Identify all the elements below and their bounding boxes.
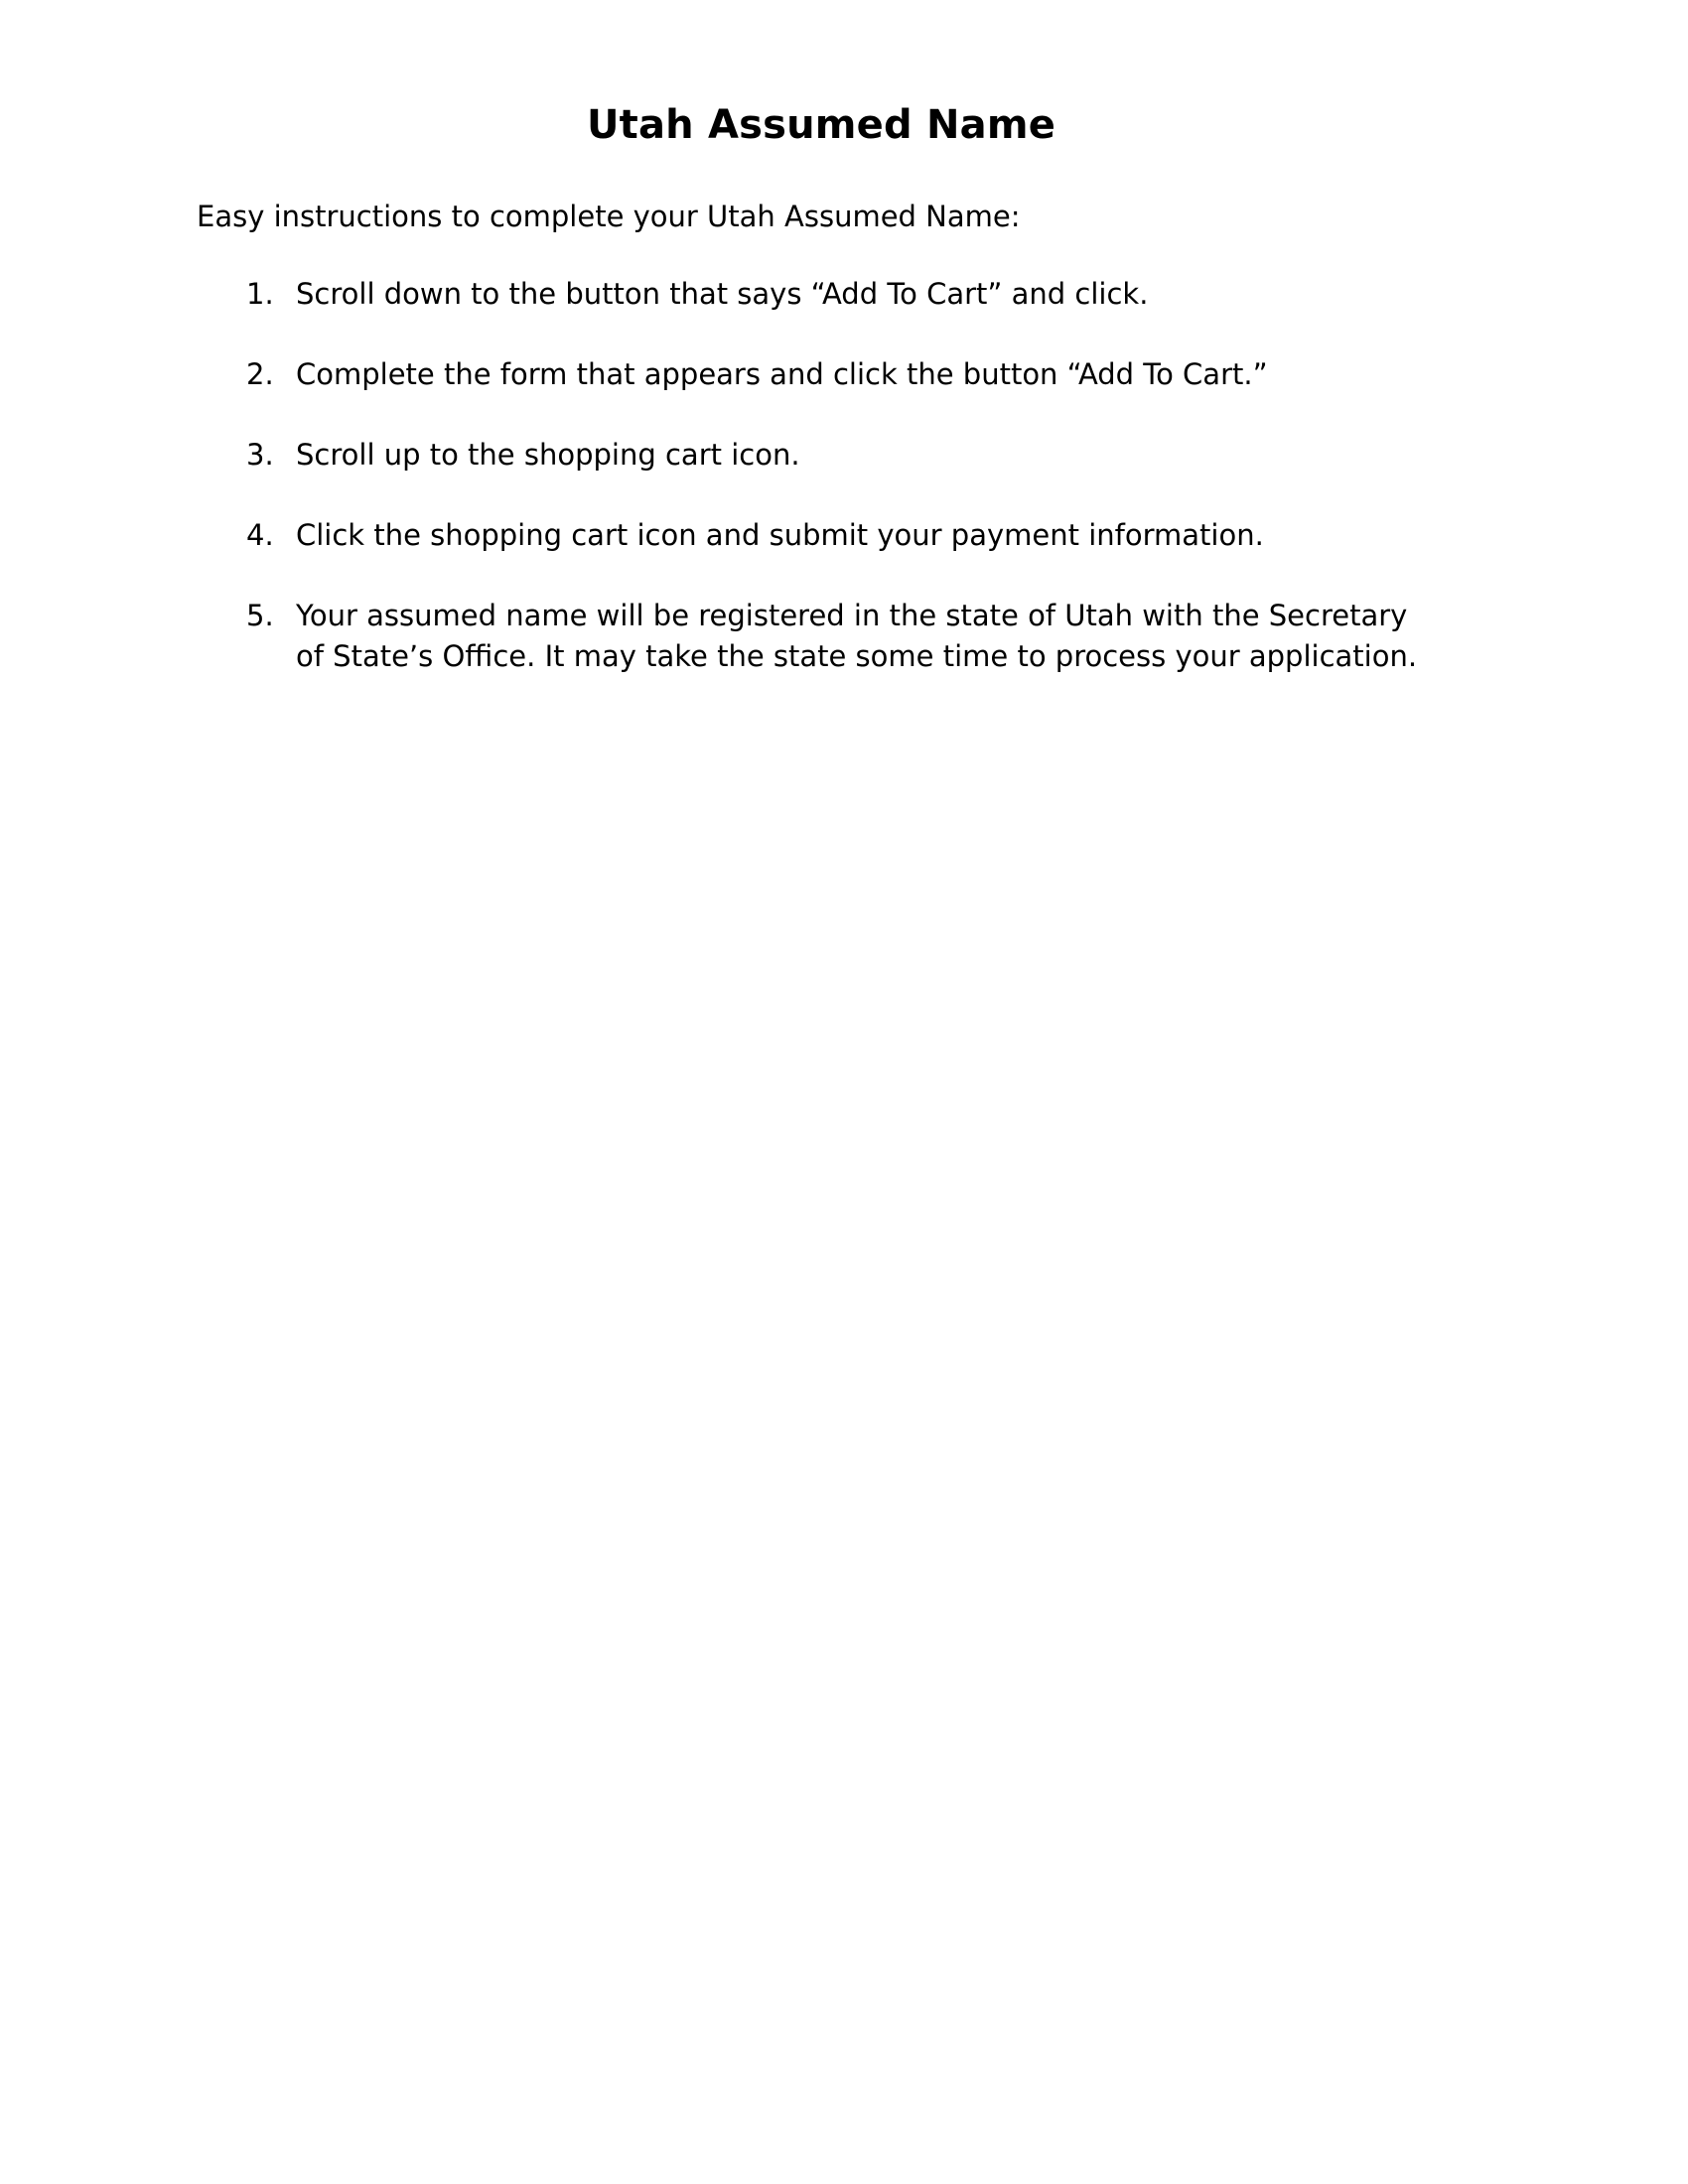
intro-text: Easy instructions to complete your Utah Assumed Name: bbox=[197, 200, 1021, 233]
list-item bbox=[197, 435, 1438, 476]
list-item bbox=[197, 596, 1438, 677]
step-number: 3. bbox=[246, 438, 274, 472]
page-title: Utah Assumed Name bbox=[586, 102, 1056, 148]
step-text: Your assumed name will be registered in the state of Utah with the Secretary of State’s Office. It may take the state some time to process your application. bbox=[296, 599, 1418, 673]
list-item bbox=[197, 515, 1438, 556]
instruction-list bbox=[197, 274, 1438, 717]
step-text: Scroll down to the button that says “Add To Cart” and click. bbox=[296, 277, 1149, 311]
step-number: 1. bbox=[246, 277, 274, 311]
list-item bbox=[197, 274, 1438, 315]
list-item bbox=[197, 354, 1438, 395]
step-number: 4. bbox=[246, 518, 274, 552]
step-number: 5. bbox=[246, 599, 274, 632]
step-text: Complete the form that appears and click the button “Add To Cart.” bbox=[296, 357, 1268, 391]
step-text: Scroll up to the shopping cart icon. bbox=[296, 438, 800, 472]
step-text: Click the shopping cart icon and submit your payment information. bbox=[296, 518, 1264, 552]
step-number: 2. bbox=[246, 357, 274, 391]
